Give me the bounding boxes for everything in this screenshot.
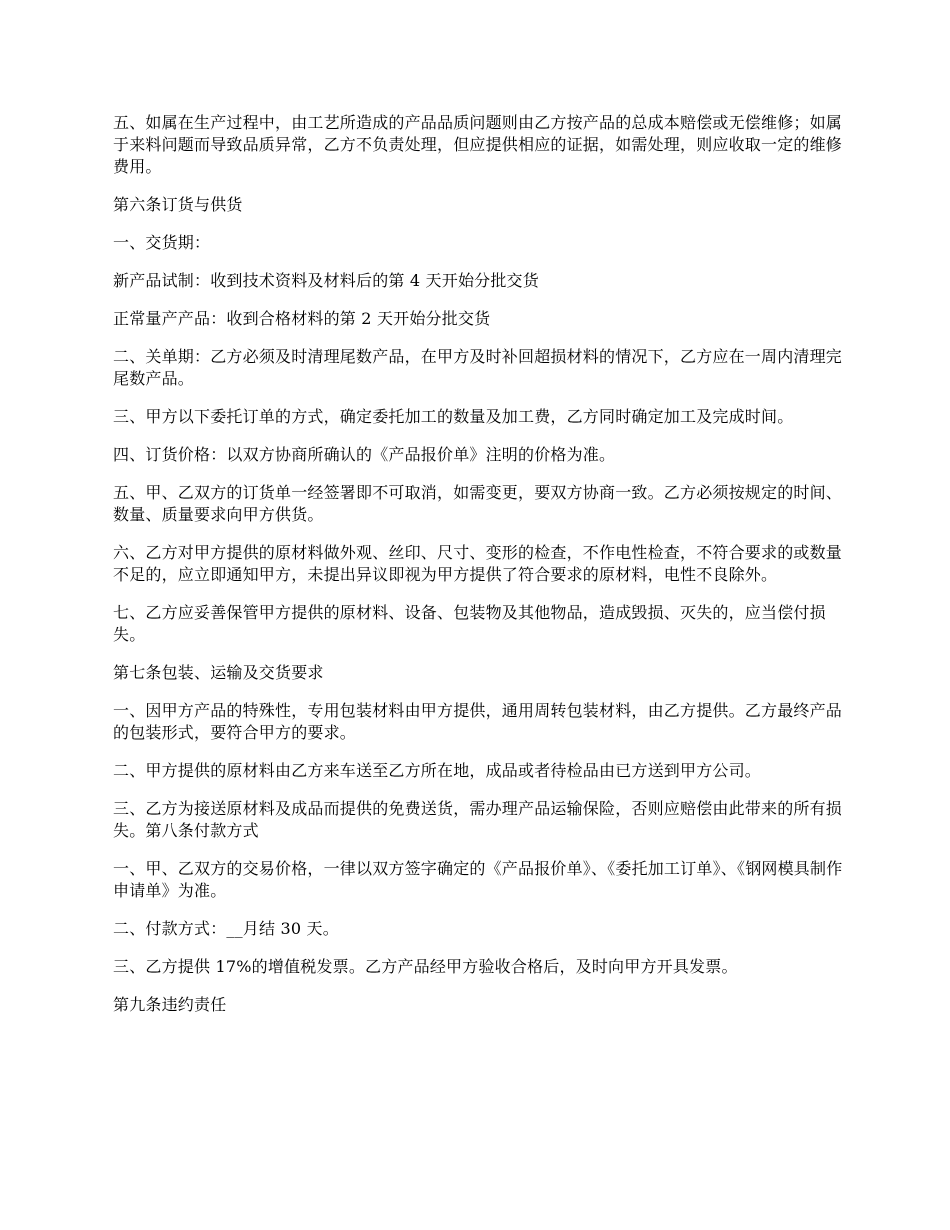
paragraph-delivery-period: 一、交货期：: [113, 233, 211, 252]
heading-article-9: 第九条违约责任: [113, 995, 227, 1014]
paragraph-order-cancel: 五、甲、乙双方的订货单一经签署即不可取消，如需变更，要双方协商一致。乙方必须按规定的时间、数量、质量要求向甲方供货。: [113, 483, 843, 524]
paragraph-closing-period: 二、关单期：乙方必须及时清理尾数产品，在甲方及时补回超损材料的情况下，乙方应在一周内清理完尾数产品。: [113, 347, 843, 388]
paragraph-new-product-trial: 新产品试制：收到技术资料及材料后的第 4 天开始分批交货: [113, 271, 539, 290]
paragraph-transport: 二、甲方提供的原材料由乙方来车送至乙方所在地，成品或者待检品由已方送到甲方公司。: [113, 761, 762, 780]
heading-article-6: 第六条订货与供货: [113, 195, 243, 214]
paragraph-transaction-price: 一、甲、乙双方的交易价格，一律以双方签字确定的《产品报价单》、《委托加工订单》、《钢网模具制作申请单》为准。: [113, 859, 843, 900]
paragraph-quality-clause-5: 五、如属在生产过程中，由工艺所造成的产品品质问题则由乙方按产品的总成本赔偿或无偿维修；如属于来料问题而导致品质异常，乙方不负责处理，但应提供相应的证据，如需处理，则应收取一定的维修费用。: [113, 113, 843, 176]
paragraph-packaging: 一、因甲方产品的特殊性，专用包装材料由甲方提供，通用周转包装材料，由乙方提供。乙方最终产品的包装形式，要符合甲方的要求。: [113, 701, 843, 742]
paragraph-order-method: 三、甲方以下委托订单的方式，确定委托加工的数量及加工费，乙方同时确定加工及完成时间。: [113, 407, 794, 426]
paragraph-material-custody: 七、乙方应妥善保管甲方提供的原材料、设备、包装物及其他物品，造成毁损、灭失的，应当偿付损失。: [113, 603, 826, 644]
paragraph-order-price: 四、订货价格：以双方协商所确认的《产品报价单》注明的价格为准。: [113, 445, 616, 464]
paragraph-mass-production: 正常量产产品：收到合格材料的第 2 天开始分批交货: [113, 309, 491, 328]
heading-article-7: 第七条包装、运输及交货要求: [113, 663, 324, 682]
paragraph-invoice: 三、乙方提供 17%的增值税发票。乙方产品经甲方验收合格后，及时向甲方开具发票。: [113, 957, 738, 976]
paragraph-insurance: 三、乙方为接送原材料及成品而提供的免费送货，需办理产品运输保险，否则应赔偿由此带来的所有损失。第八条付款方式: [113, 799, 843, 840]
paragraph-payment-terms: 二、付款方式：__月结 30 天。: [113, 919, 339, 938]
paragraph-material-inspection: 六、乙方对甲方提供的原材料做外观、丝印、尺寸、变形的检查，不作电性检查，不符合要求的或数量不足的，应立即通知甲方，未提出异议即视为甲方提供了符合要求的原材料，电性不良除外。: [113, 543, 843, 584]
document-body: [113, 112, 845, 1032]
